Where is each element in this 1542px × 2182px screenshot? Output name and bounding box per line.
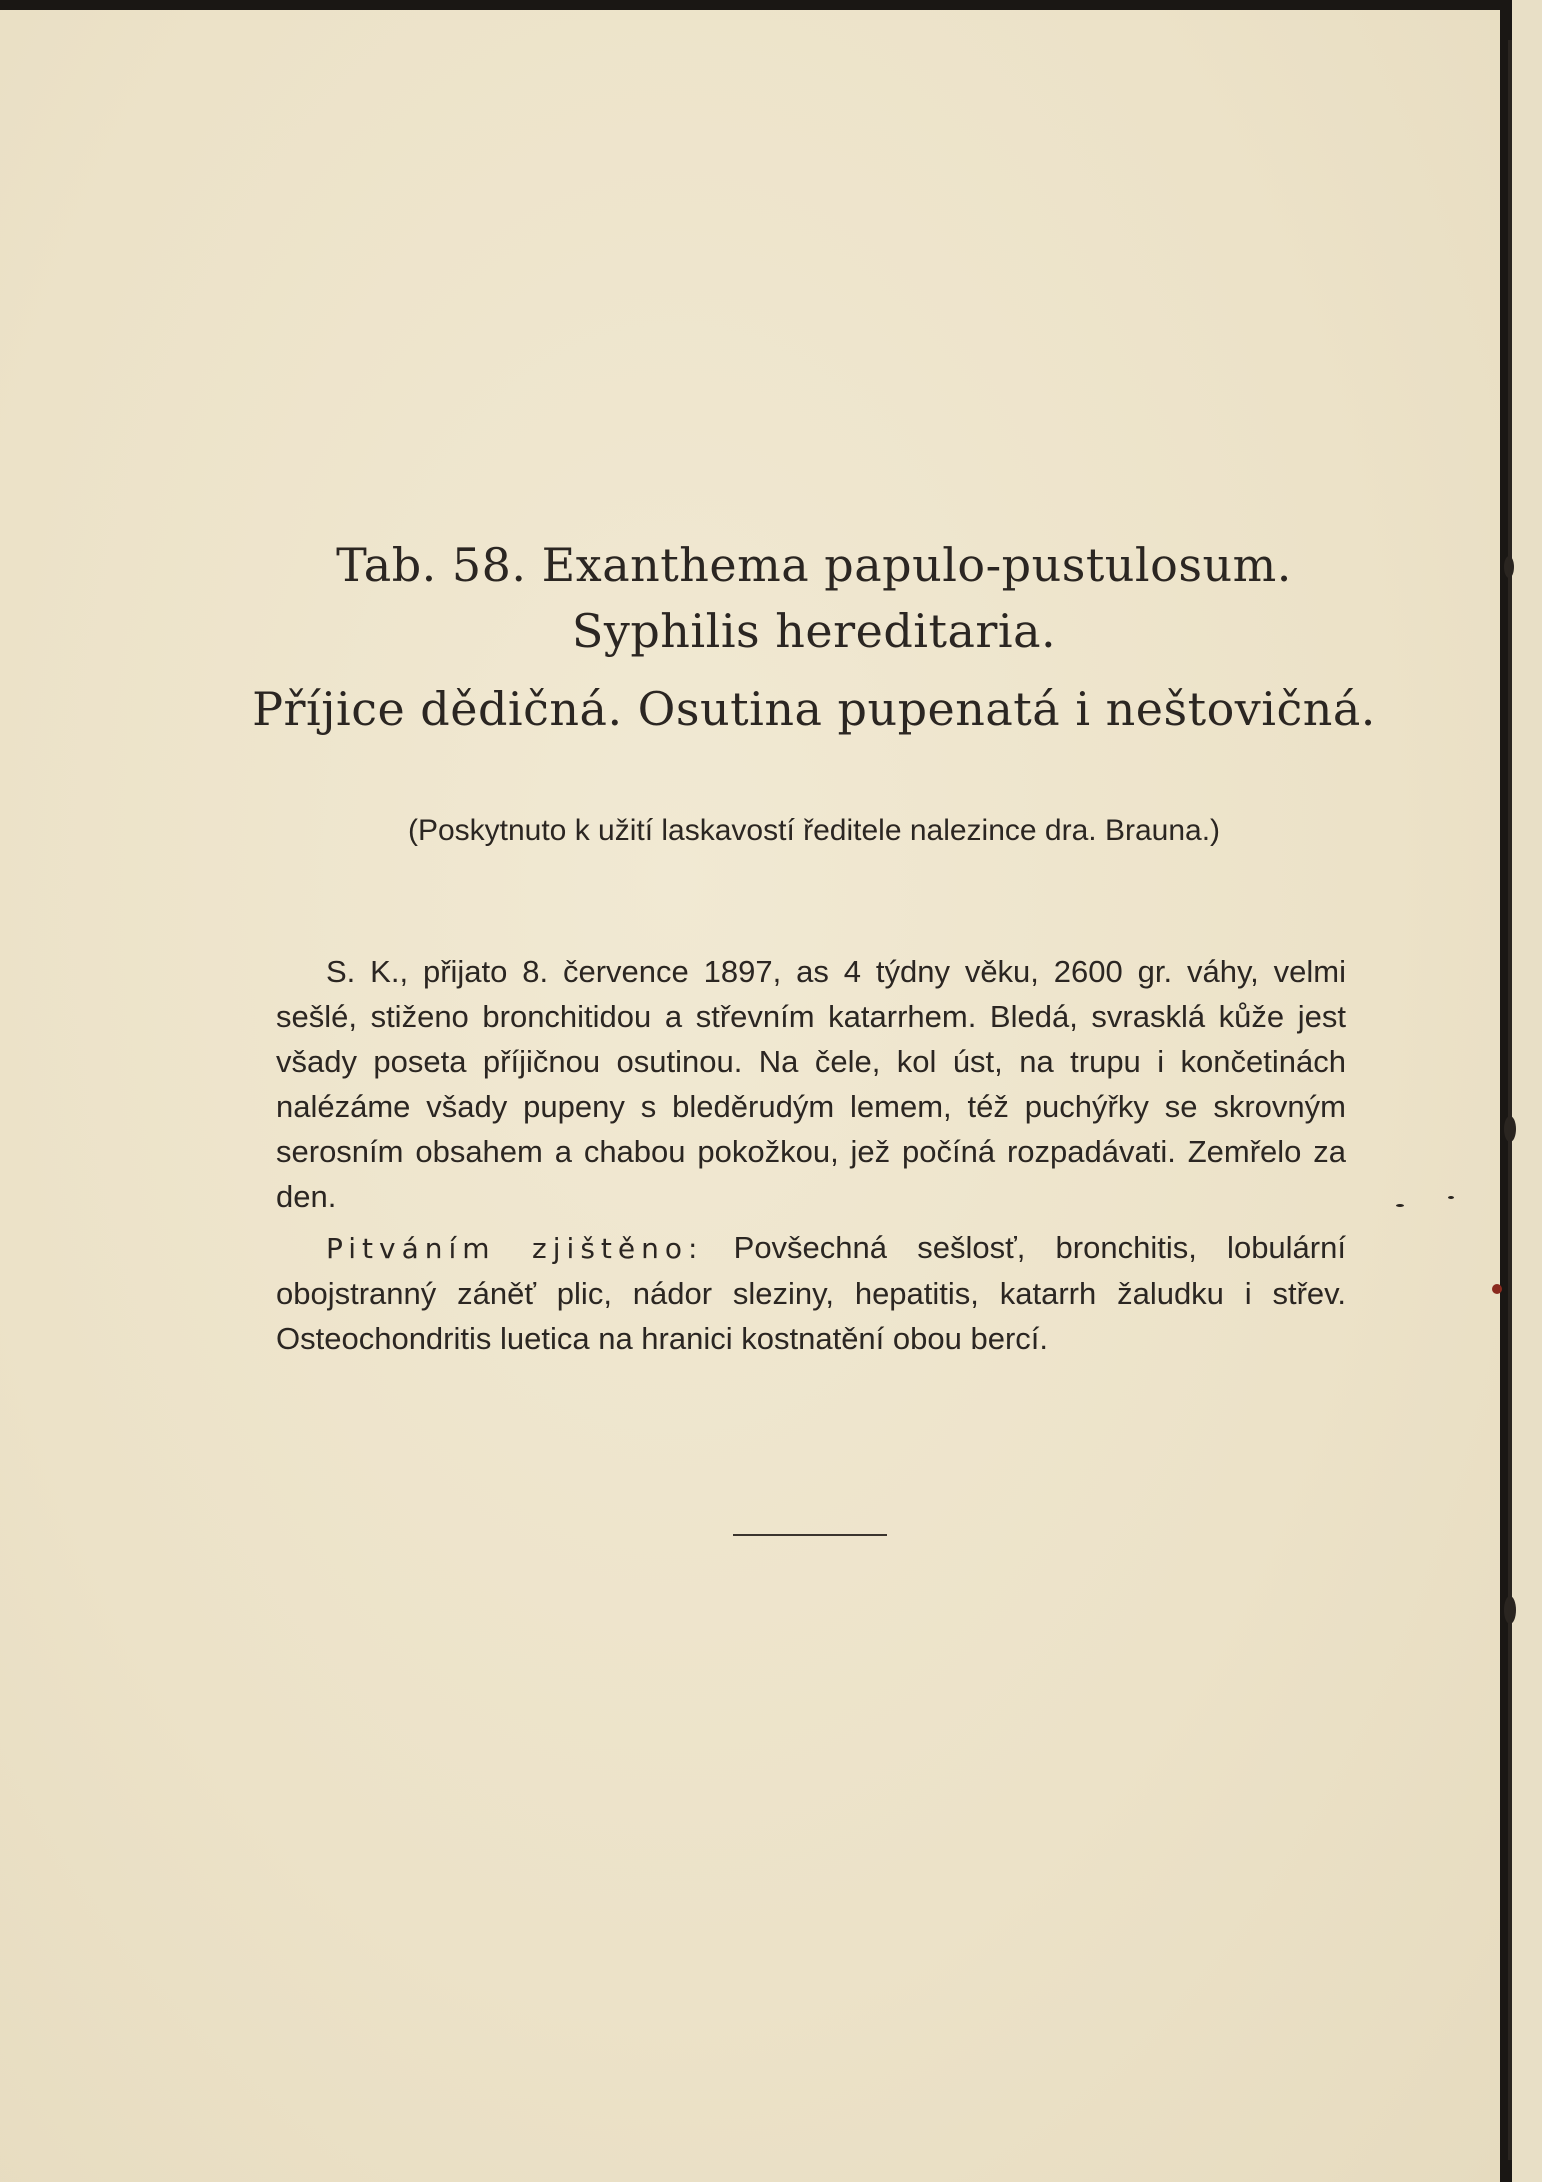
autopsy-label: Pitváním zjištěno: — [326, 1232, 704, 1265]
binding-mark — [1504, 556, 1514, 578]
binding-mark — [1448, 1196, 1454, 1199]
paper-sheet — [0, 10, 1500, 2182]
binding-mark — [1504, 1596, 1516, 1624]
autopsy-findings: Povšechná sešlosť, bronchitis, lobulární obojstranný záněť plic, nádor sleziny, hepatitis, katarrh žaludku i střev. Osteochondritis luetica na hranici kostnatění obou bercí. — [276, 1230, 1346, 1356]
closing-rule — [733, 1534, 887, 1536]
plate-subtitle: Syphilis hereditaria. — [571, 604, 1057, 658]
plate-title-czech: Příjice dědičná. Osutina pupenatá i neštovičná. — [252, 682, 1376, 736]
courtesy-note: (Poskytnuto k užití laskavostí ředitele nalezince dra. Brauna.) — [407, 814, 1221, 847]
next-page-edge — [1512, 0, 1542, 2182]
autopsy-paragraph — [276, 1225, 1346, 1361]
binding-mark — [1504, 1116, 1516, 1142]
plate-title: Tab. 58. Exanthema papulo-pustulosum. — [336, 538, 1292, 592]
binding-mark — [1396, 1204, 1404, 1207]
binding-mark — [1492, 1284, 1502, 1294]
case-description: S. K., přijato 8. července 1897, as 4 týdny věku, 2600 gr. váhy, velmi sešlé, stiženo bronchitidou a střevním katarrhem. Bledá, svrasklá kůže jest všady poseta příjičnou osutinou. Na čele, kol úst, na trupu i končetinách nalézáme všady pupeny s bleděrudým lemem, též puchýřky se skrovným serosním obsahem a chabou pokožkou, jež počíná rozpadávati. Zemřelo za den. — [276, 954, 1346, 1214]
